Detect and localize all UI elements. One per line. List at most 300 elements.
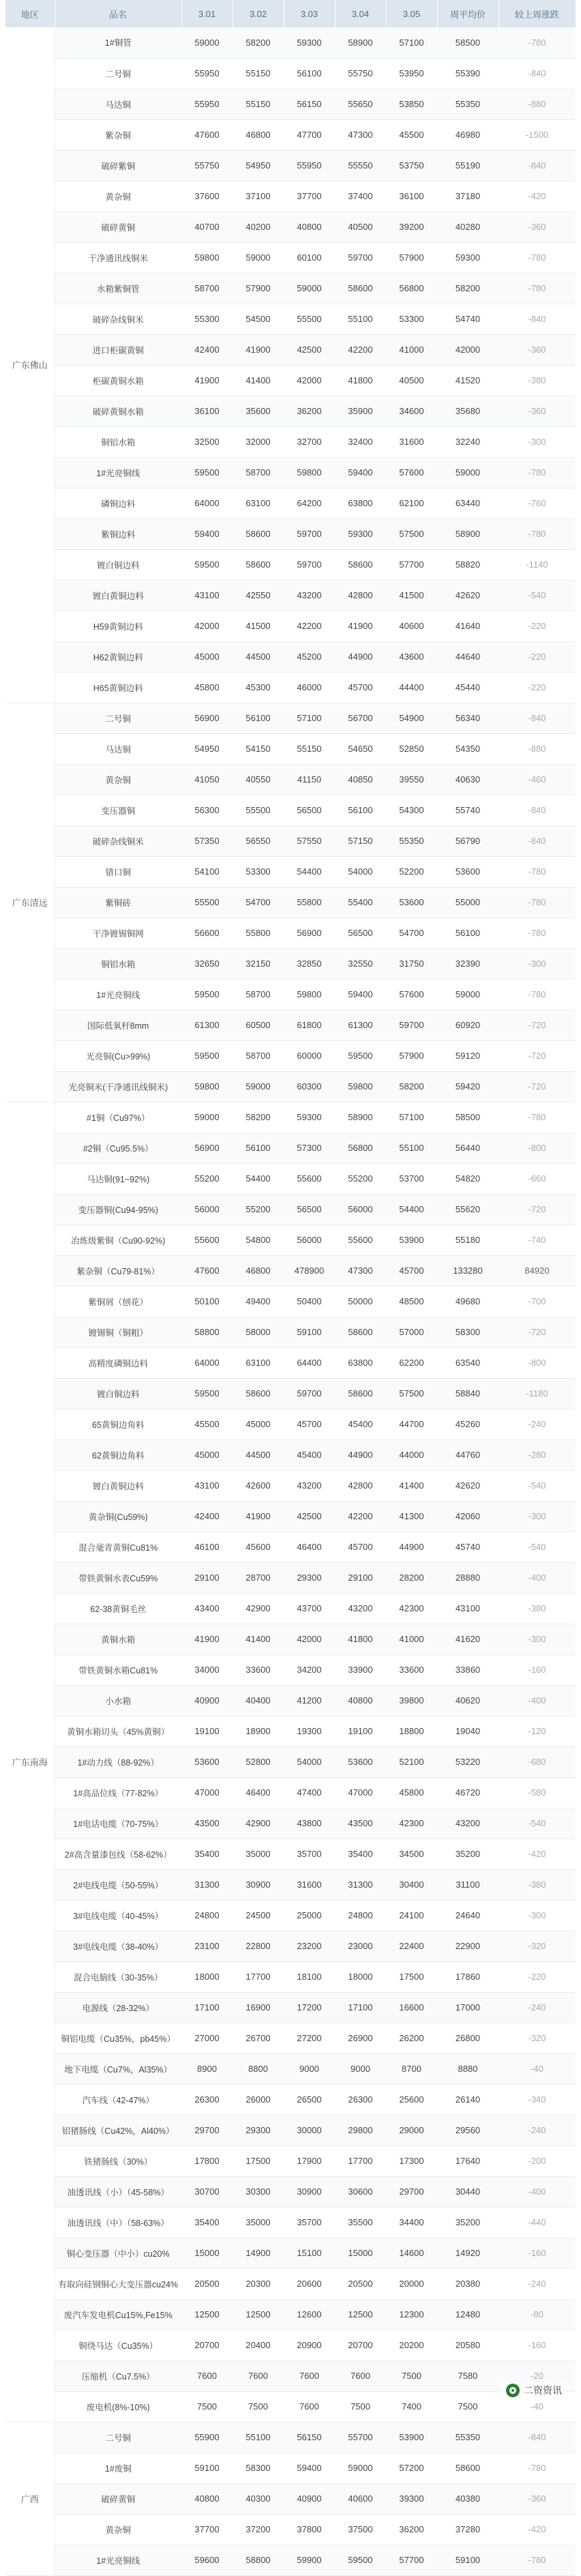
price-day-5: 36100 (386, 181, 437, 211)
product-name: 二号铜 (55, 58, 181, 89)
price-day-4: 12500 (335, 2299, 386, 2330)
price-day-3: 59700 (284, 1378, 335, 1409)
price-day-4: 56000 (335, 1194, 386, 1225)
table-row (5, 611, 576, 641)
weekly-change: -160 (498, 1654, 576, 1685)
price-day-4: 30600 (335, 2176, 386, 2207)
price-day-4: 24800 (335, 1900, 386, 1931)
product-name: 铜铝水箱 (55, 948, 181, 979)
price-day-2: 41900 (233, 1501, 284, 1532)
weekly-change: -780 (498, 2545, 576, 2575)
price-day-4: 55600 (335, 1225, 386, 1255)
price-day-5: 54300 (386, 795, 437, 825)
weekly-change: -300 (498, 948, 576, 979)
price-day-3: 35700 (284, 1839, 335, 1869)
region-cell: 广东佛山 (5, 27, 55, 703)
price-day-5: 57700 (386, 2545, 437, 2575)
price-day-2: 58200 (233, 27, 284, 58)
weekly-change: -240 (498, 2115, 576, 2146)
table-row (5, 2268, 576, 2299)
price-day-1: 7600 (181, 2360, 233, 2391)
price-day-1: 23100 (181, 1931, 233, 1961)
product-name: 1#铜管 (55, 27, 181, 58)
price-day-1: 56600 (181, 918, 233, 948)
price-day-1: 35400 (181, 1839, 233, 1869)
price-day-5: 53600 (386, 887, 437, 918)
price-day-1: 8900 (181, 2053, 233, 2084)
table-row (5, 1839, 576, 1869)
price-day-1: 59500 (181, 1378, 233, 1409)
price-day-5: 62200 (386, 1347, 437, 1378)
weekly-change: -660 (498, 1163, 576, 1194)
price-day-4: 32550 (335, 948, 386, 979)
weekly-avg: 20380 (437, 2268, 498, 2299)
price-day-3: 23200 (284, 1931, 335, 1961)
weekly-change: -880 (498, 89, 576, 119)
price-day-2: 35000 (233, 1839, 284, 1869)
weekly-change: -280 (498, 1439, 576, 1470)
price-day-5: 7500 (386, 2360, 437, 2391)
table-row (5, 2238, 576, 2268)
weekly-change: -840 (498, 703, 576, 733)
weekly-avg: 56340 (437, 703, 498, 733)
weekly-change: -220 (498, 1961, 576, 1992)
price-day-2: 58600 (233, 549, 284, 580)
weekly-avg: 58820 (437, 549, 498, 580)
price-day-3: 42500 (284, 1501, 335, 1532)
table-row (5, 1716, 576, 1746)
table-row (5, 1010, 576, 1040)
weekly-change: -80 (498, 2299, 576, 2330)
table-row (5, 2545, 576, 2575)
product-name: 高精度磷铜边料 (55, 1347, 181, 1378)
table-row (5, 856, 576, 887)
weekly-change: -800 (498, 1347, 576, 1378)
price-day-3: 64400 (284, 1347, 335, 1378)
price-day-3: 45200 (284, 641, 335, 672)
price-day-1: 59500 (181, 979, 233, 1010)
price-day-1: 55600 (181, 1225, 233, 1255)
price-day-4: 58900 (335, 1102, 386, 1132)
weekly-change: -460 (498, 764, 576, 795)
price-day-1: 61300 (181, 1010, 233, 1040)
price-day-5: 36200 (386, 2514, 437, 2545)
price-day-4: 59500 (335, 2545, 386, 2575)
weekly-change: -220 (498, 641, 576, 672)
price-day-2: 24500 (233, 1900, 284, 1931)
price-day-3: 59900 (284, 2545, 335, 2575)
weekly-change: -760 (498, 488, 576, 518)
price-day-2: 55150 (233, 89, 284, 119)
product-name: 光亮铜米(干净通讯线铜米) (55, 1071, 181, 1102)
weekly-avg: 22900 (437, 1931, 498, 1961)
table-header (5, 0, 576, 27)
weekly-change: -440 (498, 2207, 576, 2238)
product-name: 汽车线（42-47%） (55, 2084, 181, 2115)
price-day-4: 37500 (335, 2514, 386, 2545)
product-name: H62黄铜边料 (55, 641, 181, 672)
price-day-2: 54800 (233, 1225, 284, 1255)
price-day-1: 59000 (181, 1102, 233, 1132)
weekly-change: -840 (498, 58, 576, 89)
price-day-4: 20700 (335, 2330, 386, 2360)
product-name: 紫铜边料 (55, 518, 181, 549)
price-day-5: 56800 (386, 273, 437, 304)
price-day-3: 18100 (284, 1961, 335, 1992)
price-day-3: 55800 (284, 887, 335, 918)
price-day-3: 17200 (284, 1992, 335, 2023)
price-day-2: 55500 (233, 795, 284, 825)
price-day-4: 26900 (335, 2023, 386, 2053)
price-day-1: 42400 (181, 1501, 233, 1532)
table-row (5, 181, 576, 211)
price-day-4: 59400 (335, 979, 386, 1010)
price-day-2: 44500 (233, 641, 284, 672)
weekly-change: -780 (498, 518, 576, 549)
price-day-4: 50000 (335, 1286, 386, 1317)
price-day-3: 45400 (284, 1439, 335, 1470)
price-day-4: 40500 (335, 211, 386, 242)
product-name: 1#光亮铜线 (55, 979, 181, 1010)
price-day-2: 40400 (233, 1685, 284, 1716)
weekly-change: -200 (498, 2146, 576, 2176)
product-name: 1#电话电缆（70-75%） (55, 1808, 181, 1839)
price-day-2: 7500 (233, 2391, 284, 2422)
weekly-avg: 26800 (437, 2023, 498, 2053)
product-name: 干净镀锡铜网 (55, 918, 181, 948)
price-day-2: 46400 (233, 1777, 284, 1808)
weekly-avg: 54740 (437, 304, 498, 334)
table-row (5, 119, 576, 150)
weekly-change: -240 (498, 1409, 576, 1439)
table-row (5, 89, 576, 119)
price-day-1: 40800 (181, 2483, 233, 2514)
price-day-2: 30900 (233, 1869, 284, 1900)
price-day-5: 45700 (386, 1255, 437, 1286)
weekly-change: -780 (498, 918, 576, 948)
price-day-4: 58600 (335, 273, 386, 304)
price-day-4: 42800 (335, 1470, 386, 1501)
price-day-2: 41900 (233, 334, 284, 365)
weekly-change: -160 (498, 2330, 576, 2360)
weekly-change: -800 (498, 1132, 576, 1163)
weekly-change: 84920 (498, 1255, 576, 1286)
table-row (5, 365, 576, 396)
product-name: 带铁黄铜水箱Cu81% (55, 1654, 181, 1685)
product-name: 油透讯线（中）（58-63%） (55, 2207, 181, 2238)
weekly-change: -340 (498, 2084, 576, 2115)
price-day-1: 59500 (181, 1040, 233, 1071)
table-row (5, 672, 576, 703)
weekly-change: -840 (498, 825, 576, 856)
table-row (5, 1624, 576, 1654)
price-day-5: 34500 (386, 1839, 437, 1869)
price-day-1: 59800 (181, 1071, 233, 1102)
price-day-2: 45600 (233, 1532, 284, 1562)
product-name: 柜碳黄铜水箱 (55, 365, 181, 396)
price-day-5: 53700 (386, 1163, 437, 1194)
weekly-avg: 43200 (437, 1808, 498, 1839)
price-day-4: 42800 (335, 580, 386, 611)
price-day-2: 52800 (233, 1746, 284, 1777)
price-day-3: 32850 (284, 948, 335, 979)
table-row (5, 1255, 576, 1286)
product-name: 铜绕马达（Cu35%） (55, 2330, 181, 2360)
price-day-2: 63100 (233, 1347, 284, 1378)
price-day-2: 40300 (233, 2483, 284, 2514)
product-name: 镀锡铜（铜粗） (55, 1317, 181, 1347)
price-day-5: 57500 (386, 1378, 437, 1409)
price-day-2: 58700 (233, 1040, 284, 1071)
product-name: 马达铜(91~92%) (55, 1163, 181, 1194)
table-row (5, 979, 576, 1010)
price-day-2: 45300 (233, 672, 284, 703)
price-day-1: 56900 (181, 1132, 233, 1163)
price-day-5: 57600 (386, 979, 437, 1010)
weekly-change: -360 (498, 2483, 576, 2514)
weekly-avg: 55000 (437, 887, 498, 918)
price-day-4: 33900 (335, 1654, 386, 1685)
product-name: 电源线（28-32%） (55, 1992, 181, 2023)
weekly-change: -540 (498, 1808, 576, 1839)
price-day-2: 58300 (233, 2453, 284, 2483)
price-day-5: 29000 (386, 2115, 437, 2146)
table-row (5, 1347, 576, 1378)
header-day-5: 3.05 (386, 0, 437, 27)
product-name: 进口柜碳黄铜 (55, 334, 181, 365)
product-name: 镀白铜边料 (55, 1378, 181, 1409)
product-name: 2#高含量漆包线（58-62%） (55, 1839, 181, 1869)
table-row (5, 1900, 576, 1931)
table-row (5, 457, 576, 488)
price-day-4: 42200 (335, 1501, 386, 1532)
price-day-1: 59000 (181, 27, 233, 58)
weekly-avg: 58500 (437, 27, 498, 58)
table-row (5, 1931, 576, 1961)
weekly-change: -400 (498, 1685, 576, 1716)
price-day-3: 54000 (284, 1746, 335, 1777)
price-day-1: 41900 (181, 1624, 233, 1654)
weekly-avg: 41620 (437, 1624, 498, 1654)
price-day-5: 31600 (386, 426, 437, 457)
header-weekly-change: 较上周涨跌 (498, 0, 576, 27)
price-day-2: 26000 (233, 2084, 284, 2115)
price-day-4: 61300 (335, 1010, 386, 1040)
weekly-change: -740 (498, 1225, 576, 1255)
price-day-2: 42600 (233, 1470, 284, 1501)
weekly-change: -400 (498, 2176, 576, 2207)
price-day-2: 14900 (233, 2238, 284, 2268)
price-day-5: 41400 (386, 1470, 437, 1501)
weekly-change: -880 (498, 733, 576, 764)
price-day-5: 16600 (386, 1992, 437, 2023)
price-day-4: 35400 (335, 1839, 386, 1869)
price-day-4: 47300 (335, 1255, 386, 1286)
weekly-change: -420 (498, 1839, 576, 1869)
product-name: 水箱紫铜管 (55, 273, 181, 304)
price-day-1: 45000 (181, 641, 233, 672)
price-table (5, 0, 576, 2576)
weekly-change: -420 (498, 2514, 576, 2545)
price-day-5: 39800 (386, 1685, 437, 1716)
price-day-5: 39550 (386, 764, 437, 795)
price-day-1: 37600 (181, 181, 233, 211)
product-name: 2#电线电缆（50-55%） (55, 1869, 181, 1900)
table-row (5, 1685, 576, 1716)
price-day-2: 37100 (233, 181, 284, 211)
price-day-2: 54150 (233, 733, 284, 764)
product-name: 混合电脑线（30-35%） (55, 1961, 181, 1992)
price-day-3: 56900 (284, 918, 335, 948)
price-day-2: 42900 (233, 1808, 284, 1839)
price-day-1: 45000 (181, 1439, 233, 1470)
price-day-3: 57300 (284, 1132, 335, 1163)
table-row (5, 1470, 576, 1501)
table-row (5, 2023, 576, 2053)
price-day-4: 40600 (335, 2483, 386, 2514)
product-name: 破碎黄铜 (55, 2483, 181, 2514)
table-row (5, 1869, 576, 1900)
price-day-2: 49400 (233, 1286, 284, 1317)
price-day-4: 56500 (335, 918, 386, 948)
price-day-3: 29300 (284, 1562, 335, 1593)
price-day-5: 17500 (386, 1961, 437, 1992)
weekly-avg: 46720 (437, 1777, 498, 1808)
price-day-3: 46400 (284, 1532, 335, 1562)
table-row (5, 2176, 576, 2207)
table-row (5, 1746, 576, 1777)
price-day-3: 57550 (284, 825, 335, 856)
price-day-1: 37700 (181, 2514, 233, 2545)
price-day-1: 55300 (181, 304, 233, 334)
price-day-4: 20500 (335, 2268, 386, 2299)
product-name: #1铜（Cu97%） (55, 1102, 181, 1132)
price-day-2: 35600 (233, 396, 284, 426)
price-day-5: 39300 (386, 2483, 437, 2514)
price-day-3: 37700 (284, 181, 335, 211)
price-day-2: 40200 (233, 211, 284, 242)
price-day-4: 23000 (335, 1931, 386, 1961)
weekly-change: -780 (498, 27, 576, 58)
price-day-5: 40500 (386, 365, 437, 396)
price-day-3: 59800 (284, 457, 335, 488)
product-name: 有取向硅钢铜心大变压器cu24% (55, 2268, 181, 2299)
price-day-2: 17700 (233, 1961, 284, 1992)
price-day-2: 28700 (233, 1562, 284, 1593)
price-day-4: 40850 (335, 764, 386, 795)
table-row (5, 918, 576, 948)
price-day-2: 58600 (233, 1378, 284, 1409)
product-name: 废汽车发电机Cu15%,Fe15% (55, 2299, 181, 2330)
price-day-4: 41900 (335, 611, 386, 641)
weekly-avg: 45260 (437, 1409, 498, 1439)
product-name: 黄杂铜(Cu59%) (55, 1501, 181, 1532)
weekly-change: -380 (498, 1593, 576, 1624)
price-day-1: 29100 (181, 1562, 233, 1593)
price-day-4: 42200 (335, 334, 386, 365)
price-day-1: 50100 (181, 1286, 233, 1317)
weekly-change: -300 (498, 1900, 576, 1931)
price-day-4: 7600 (335, 2360, 386, 2391)
price-day-4: 56100 (335, 795, 386, 825)
product-name: 地下电缆（Cu7%，Al35%） (55, 2053, 181, 2084)
price-day-2: 8800 (233, 2053, 284, 2084)
price-day-2: 55100 (233, 2422, 284, 2453)
weekly-change: -780 (498, 242, 576, 273)
weekly-avg: 59100 (437, 2545, 498, 2575)
weekly-avg: 12480 (437, 2299, 498, 2330)
region-cell: 广东南海 (5, 1102, 55, 2422)
price-day-3: 59300 (284, 27, 335, 58)
price-day-1: 59400 (181, 518, 233, 549)
price-day-3: 45700 (284, 1409, 335, 1439)
price-day-5: 26200 (386, 2023, 437, 2053)
price-day-4: 54650 (335, 733, 386, 764)
price-day-3: 55600 (284, 1163, 335, 1194)
price-day-2: 53300 (233, 856, 284, 887)
weekly-avg: 17000 (437, 1992, 498, 2023)
table-row (5, 2299, 576, 2330)
weekly-avg: 54350 (437, 733, 498, 764)
price-day-1: 17100 (181, 1992, 233, 2023)
price-day-1: 31300 (181, 1869, 233, 1900)
weekly-change: -780 (498, 887, 576, 918)
product-name: H59黄铜边料 (55, 611, 181, 641)
price-day-1: 53600 (181, 1746, 233, 1777)
price-day-4: 56700 (335, 703, 386, 733)
price-day-2: 55150 (233, 58, 284, 89)
price-day-2: 30300 (233, 2176, 284, 2207)
price-day-3: 56150 (284, 2422, 335, 2453)
price-day-2: 58700 (233, 457, 284, 488)
weekly-change: -720 (498, 1194, 576, 1225)
weekly-avg: 26140 (437, 2084, 498, 2115)
price-day-4: 58600 (335, 1317, 386, 1347)
price-day-4: 18000 (335, 1961, 386, 1992)
weekly-change: -780 (498, 1102, 576, 1132)
price-day-3: 12600 (284, 2299, 335, 2330)
product-name: 破碎黄铜水箱 (55, 396, 181, 426)
price-day-5: 52200 (386, 856, 437, 887)
weekly-avg: 7580 (437, 2360, 498, 2391)
price-day-2: 55800 (233, 918, 284, 948)
weekly-avg: 43100 (437, 1593, 498, 1624)
weekly-avg: 53220 (437, 1746, 498, 1777)
price-day-5: 54700 (386, 918, 437, 948)
price-day-1: 55750 (181, 150, 233, 181)
watermark (502, 2382, 566, 2399)
price-day-3: 32700 (284, 426, 335, 457)
price-day-4: 26300 (335, 2084, 386, 2115)
price-day-5: 45800 (386, 1777, 437, 1808)
price-day-5: 25600 (386, 2084, 437, 2115)
table-row (5, 703, 576, 733)
price-day-3: 47700 (284, 119, 335, 150)
weekly-change: -320 (498, 1931, 576, 1961)
weekly-change: -1180 (498, 1378, 576, 1409)
price-day-2: 32150 (233, 948, 284, 979)
price-day-2: 59000 (233, 242, 284, 273)
price-day-5: 53900 (386, 2422, 437, 2453)
weekly-avg: 40280 (437, 211, 498, 242)
weekly-avg: 55740 (437, 795, 498, 825)
price-day-3: 17900 (284, 2146, 335, 2176)
price-day-2: 55200 (233, 1194, 284, 1225)
price-day-5: 42300 (386, 1593, 437, 1624)
price-day-1: 43100 (181, 580, 233, 611)
price-day-2: 54950 (233, 150, 284, 181)
price-day-2: 58600 (233, 518, 284, 549)
